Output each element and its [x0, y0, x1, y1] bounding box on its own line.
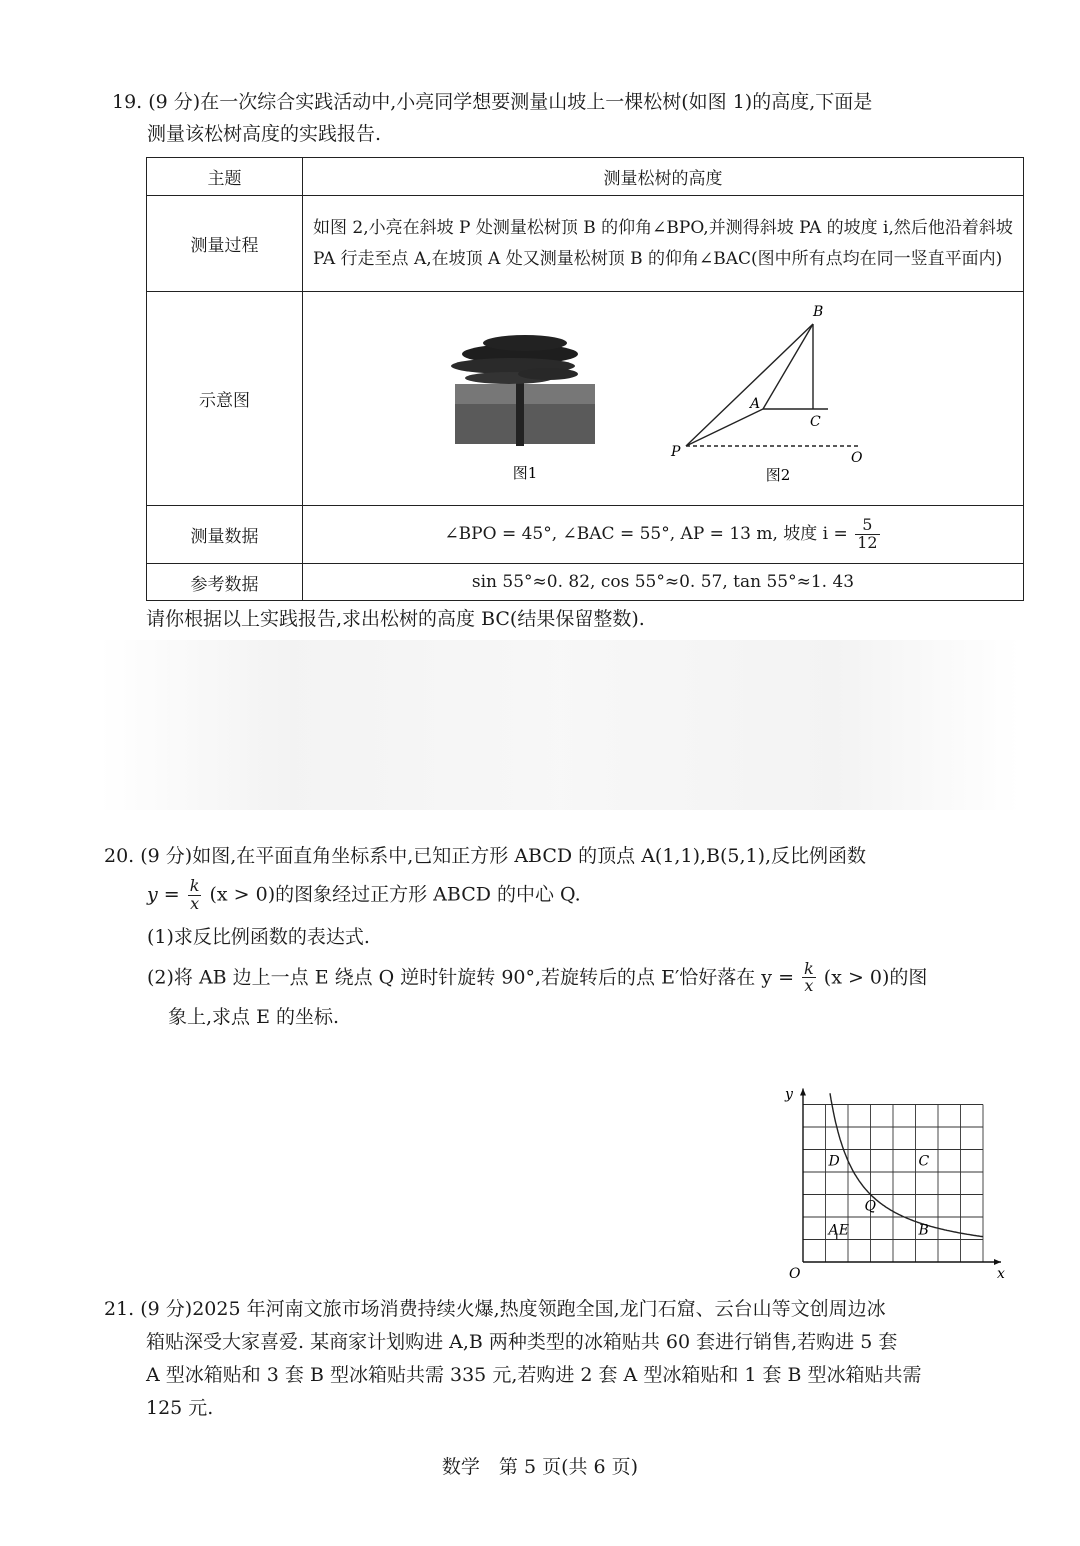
q21-line1: 21. (9 分)2025 年河南文旅市场消费持续火爆,热度领跑全国,龙门石窟、云台山等文创周边冰	[104, 1298, 886, 1320]
fig1-pine-tree-photo	[451, 335, 595, 446]
q21-line3: A 型冰箱贴和 3 套 B 型冰箱贴共需 335 元,若购进 2 套 A 型冰箱贴和 1 套 B 型冰箱贴共需	[146, 1364, 922, 1386]
q21-line4: 125 元.	[146, 1397, 214, 1419]
slope-numerator: 5	[855, 517, 879, 535]
q20-line2	[104, 878, 1034, 913]
slope-fraction	[855, 517, 879, 552]
data-value-text: ∠BPO = 45°, ∠BAC = 55°, AP = 13 m, 坡度 i =	[444, 524, 848, 544]
question-21	[104, 1293, 1034, 1425]
fig2-point-A: A	[750, 396, 761, 412]
q20-frac-den: x	[190, 893, 200, 913]
diagram-cell	[303, 292, 1024, 506]
fig2-point-B: B	[813, 304, 824, 320]
x-axis-label: x	[997, 1266, 1005, 1282]
point-B: B	[918, 1222, 929, 1239]
q19-line2: 测量该松树高度的实践报告.	[147, 123, 382, 145]
faded-watermark	[100, 640, 1020, 810]
page-footer: 数学 第 5 页(共 6 页)	[441, 1456, 639, 1478]
ref-value: sin 55°≈0. 82, cos 55°≈0. 57, tan 55°≈1. 43	[303, 564, 1024, 601]
topic-label: 主题	[147, 158, 303, 196]
graph-labels	[784, 1087, 1005, 1283]
q20-line1: 20. (9 分)如图,在平面直角坐标系中,已知正方形 ABCD 的顶点 A(1,1),B(5,1),反比例函数	[104, 845, 867, 867]
fig2-point-O: O	[851, 450, 863, 466]
q20-line2-post: (x > 0)的图象经过正方形 ABCD 的中心 Q.	[209, 883, 581, 906]
q20-part2	[104, 958, 1034, 996]
q20-part2-frac-den: x	[804, 976, 814, 996]
coordinate-graph	[778, 1066, 1028, 1288]
process-label: 测量过程	[147, 196, 303, 292]
origin-label: O	[789, 1266, 801, 1282]
fig1-caption: 图1	[512, 464, 538, 482]
diagram-figures	[313, 296, 1013, 496]
fig2-geometry	[686, 324, 861, 446]
q20-part2-post: (x > 0)的图	[823, 965, 928, 988]
fig2-point-P: P	[671, 444, 681, 460]
question-20	[104, 840, 1034, 1033]
practice-report-table	[146, 157, 1024, 601]
q19-prompt: 请你根据以上实践报告,求出松树的高度 BC(结果保留整数).	[146, 608, 645, 630]
q21-line2: 箱贴深受大家喜爱. 某商家计划购进 A,B 两种类型的冰箱贴共 60 套进行销售,若购进 5 套	[146, 1331, 898, 1353]
process-value: 如图 2,小亮在斜坡 P 处测量松树顶 B 的仰角∠BPO,并测得斜坡 PA 的坡度 i,然后他沿着斜坡 PA 行走至点 A,在坡顶 A 处又测量松树顶 B 的仰角∠BAC(图中所有点均在同一竖直平面内)	[303, 196, 1024, 292]
ref-label: 参考数据	[147, 564, 303, 601]
topic-value: 测量松树的高度	[303, 158, 1024, 196]
slope-denominator: 12	[857, 533, 878, 552]
q20-part2-pre: (2)将 AB 边上一点 E 绕点 Q 逆时针旋转 90°,若旋转后的点 E′恰好落在 y =	[147, 965, 794, 988]
data-label: 测量数据	[147, 506, 303, 564]
x-axis-arrow	[994, 1259, 1001, 1265]
diagram-label: 示意图	[147, 292, 303, 506]
inverse-function-curve	[830, 1093, 983, 1236]
q20-part2-cont: 象上,求点 E 的坐标.	[168, 1006, 340, 1029]
point-A: A	[828, 1222, 839, 1239]
graph-axes	[800, 1089, 1001, 1266]
q20-fraction	[188, 878, 202, 913]
y-axis-arrow	[800, 1089, 806, 1096]
fig2-point-C: C	[810, 414, 821, 430]
y-axis-label: y	[785, 1086, 793, 1103]
q20-part1: (1)求反比例函数的表达式.	[147, 925, 370, 948]
data-value	[303, 506, 1024, 564]
point-D: D	[828, 1153, 840, 1170]
point-E: E	[838, 1222, 849, 1239]
q20-part2-frac-num: k	[804, 958, 814, 978]
q20-part2-fraction	[802, 958, 816, 996]
q19-line1: 19. (9 分)在一次综合实践活动中,小亮同学想要测量山坡上一棵松树(如图 1)的高度,下面是	[112, 91, 873, 113]
question-19	[112, 86, 1032, 150]
q20-y-equals: y =	[147, 883, 180, 906]
q20-frac-num: k	[189, 876, 200, 895]
point-C: C	[918, 1153, 930, 1170]
point-Q: Q	[864, 1198, 876, 1215]
fig2-caption: 图2	[765, 466, 791, 484]
